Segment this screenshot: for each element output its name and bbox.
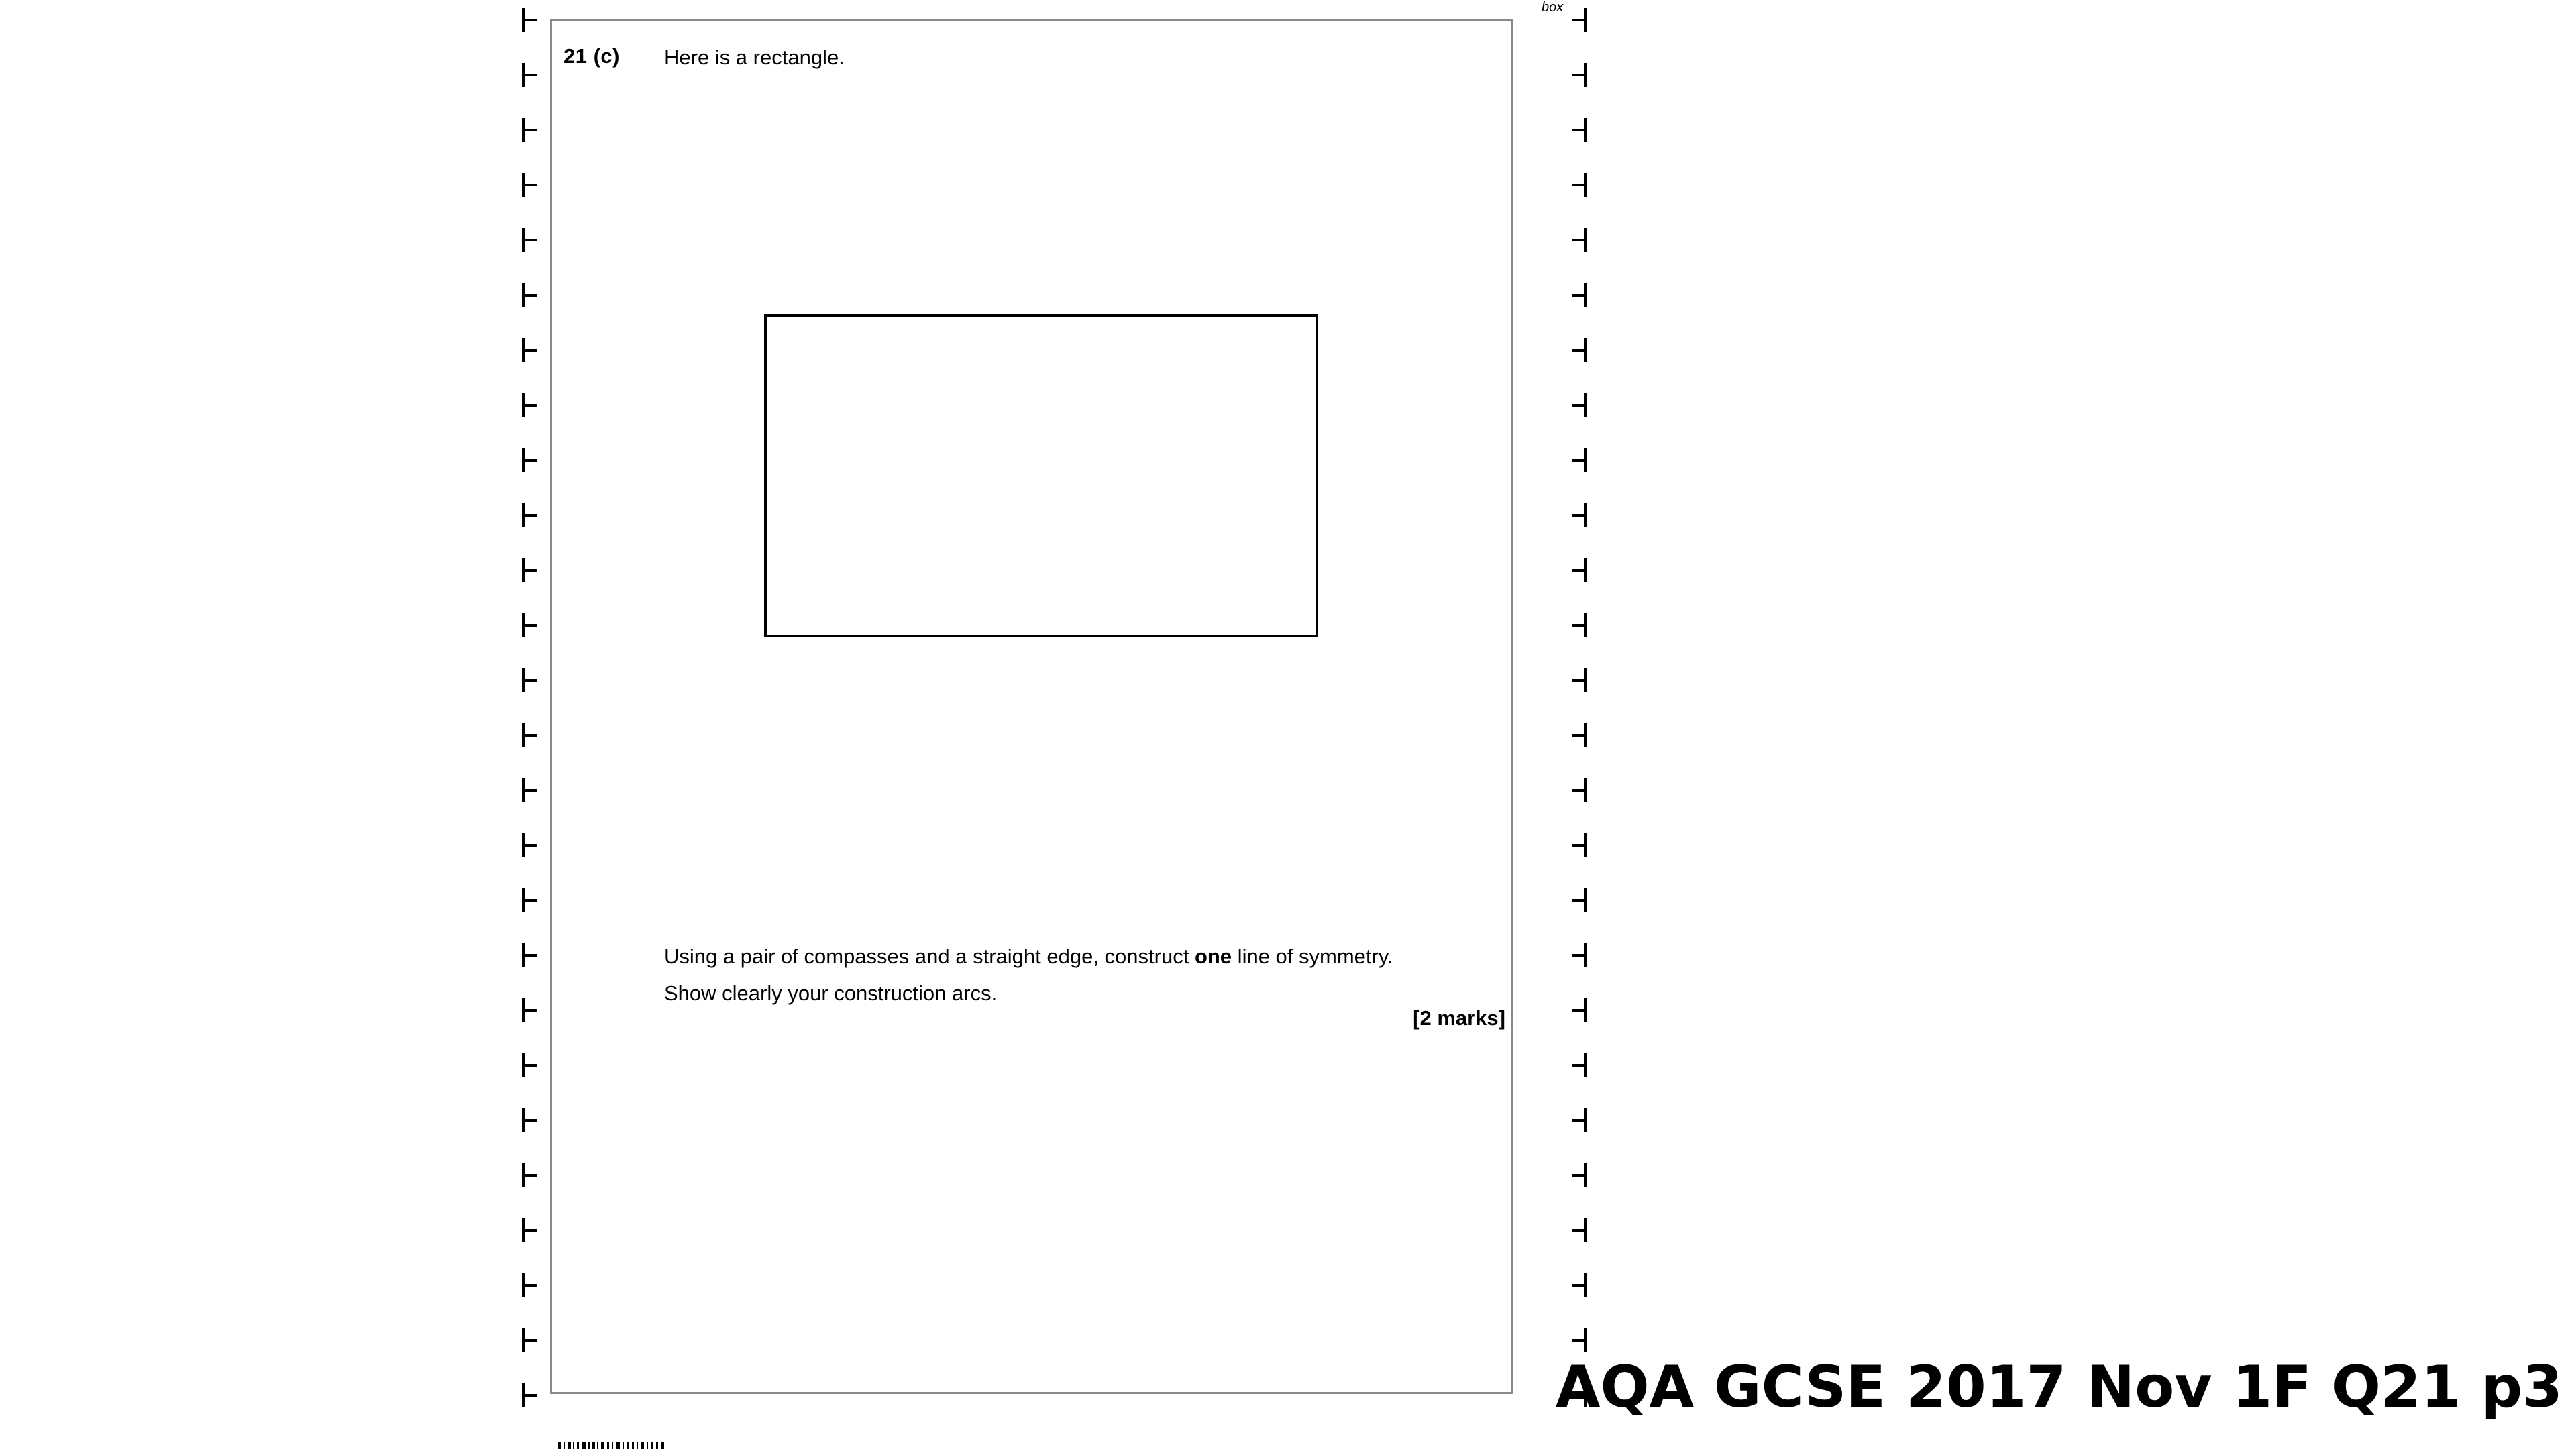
rectangle-figure <box>764 314 1318 637</box>
question-intro: Here is a rectangle. <box>664 46 845 69</box>
construction-instruction <box>664 945 1393 969</box>
barcode-image <box>558 1442 665 1449</box>
marks-label: [2 marks] <box>1413 1006 1505 1030</box>
arcs-instruction: Show clearly your construction arcs. <box>664 981 998 1005</box>
footer-caption: AQA GCSE 2017 Nov 1F Q21 p3 <box>1555 1354 2563 1421</box>
box-label: box <box>1542 0 1564 15</box>
instruction-after: line of symmetry. <box>1232 945 1393 968</box>
instruction-emphasis: one <box>1194 945 1232 968</box>
question-number: 21 (c) <box>564 44 620 68</box>
instruction-before: Using a pair of compasses and a straight edge, construct <box>664 945 1195 968</box>
answer-frame <box>550 19 1513 1394</box>
